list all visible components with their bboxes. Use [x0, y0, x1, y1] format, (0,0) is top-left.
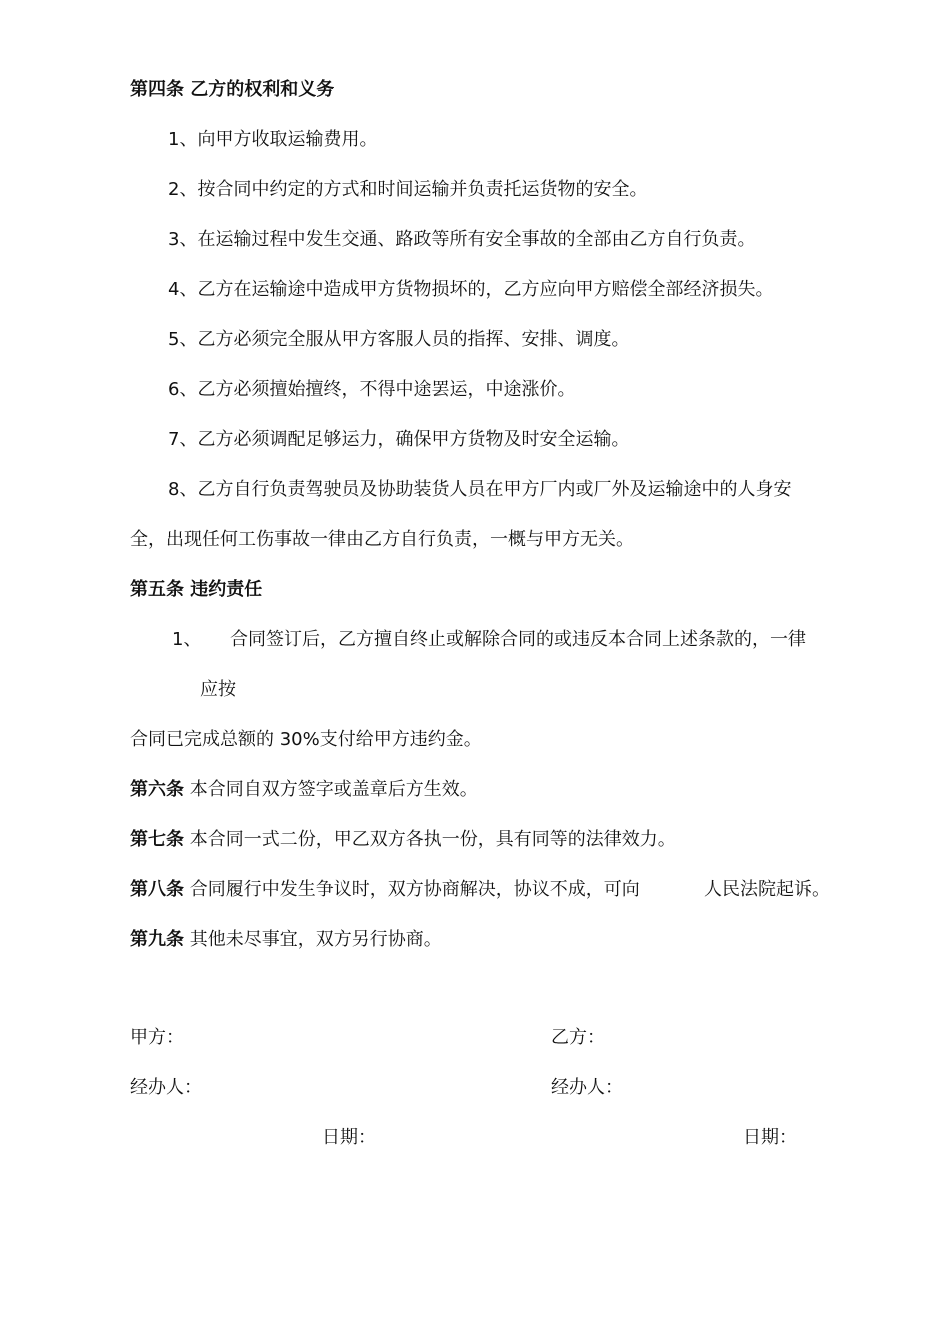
- article8-text-2: 人民法院起诉。: [704, 879, 830, 900]
- article7-text: 本合同一式二份，甲乙双方各执一份，具有同等的法律效力。: [189, 829, 676, 850]
- article7: [130, 828, 676, 852]
- date-b-label: 日期：: [743, 1127, 797, 1148]
- article5-heading: 第五条 违约责任: [130, 579, 263, 600]
- article4-item-8-continuation: 全，出现任何工伤事故一律由乙方自行负责，一概与甲方无关。: [130, 529, 634, 550]
- article5-item-1-continuation: 应按: [200, 679, 236, 700]
- article8-text: 合同履行中发生争议时，双方协商解决，协议不成，可向: [189, 879, 640, 900]
- article4-item-6: 6、乙方必须擅始擅终，不得中途罢运，中途涨价。: [168, 379, 576, 400]
- article9-label: 第九条: [130, 929, 184, 950]
- article8-label: 第八条: [130, 879, 184, 900]
- date-a-label: 日期：: [322, 1127, 376, 1148]
- article7-label: 第七条: [130, 829, 184, 850]
- party-b-label: 乙方：: [551, 1027, 605, 1048]
- article4-item-8: 8、乙方自行负责驾驶员及协助装货人员在甲方厂内或厂外及运输途中的人身安: [168, 479, 792, 500]
- article5-item-1-number: 1、: [172, 629, 202, 650]
- party-a-label: 甲方：: [130, 1027, 184, 1048]
- article9: [130, 928, 442, 952]
- article6: [130, 778, 478, 802]
- article4-item-3: 3、在运输过程中发生交通、路政等所有安全事故的全部由乙方自行负责。: [168, 229, 756, 250]
- article4-item-2: 2、按合同中约定的方式和时间运输并负责托运货物的安全。: [168, 179, 648, 200]
- article9-text: 其他未尽事宜，双方另行协商。: [189, 929, 442, 950]
- article6-text: 本合同自双方签字或盖章后方生效。: [189, 779, 478, 800]
- article6-label: 第六条: [130, 779, 184, 800]
- agent-a-label: 经办人：: [130, 1077, 202, 1098]
- article5-item-1-text: 合同签订后，乙方擅自终止或解除合同的或违反本合同上述条款的，一律: [230, 629, 806, 650]
- article4-heading: 第四条 乙方的权利和义务: [130, 79, 335, 100]
- article4-item-7: 7、乙方必须调配足够运力，确保甲方货物及时安全运输。: [168, 429, 630, 450]
- article4-item-4: 4、乙方在运输途中造成甲方货物损坏的，乙方应向甲方赔偿全部经济损失。: [168, 279, 774, 300]
- article5-item-1-continuation-2: 合同已完成总额的 30%支付给甲方违约金。: [130, 729, 482, 750]
- article8: [130, 878, 640, 902]
- article4-item-5: 5、乙方必须完全服从甲方客服人员的指挥、安排、调度。: [168, 329, 630, 350]
- article4-item-1: 1、向甲方收取运输费用。: [168, 129, 378, 150]
- agent-b-label: 经办人：: [551, 1077, 623, 1098]
